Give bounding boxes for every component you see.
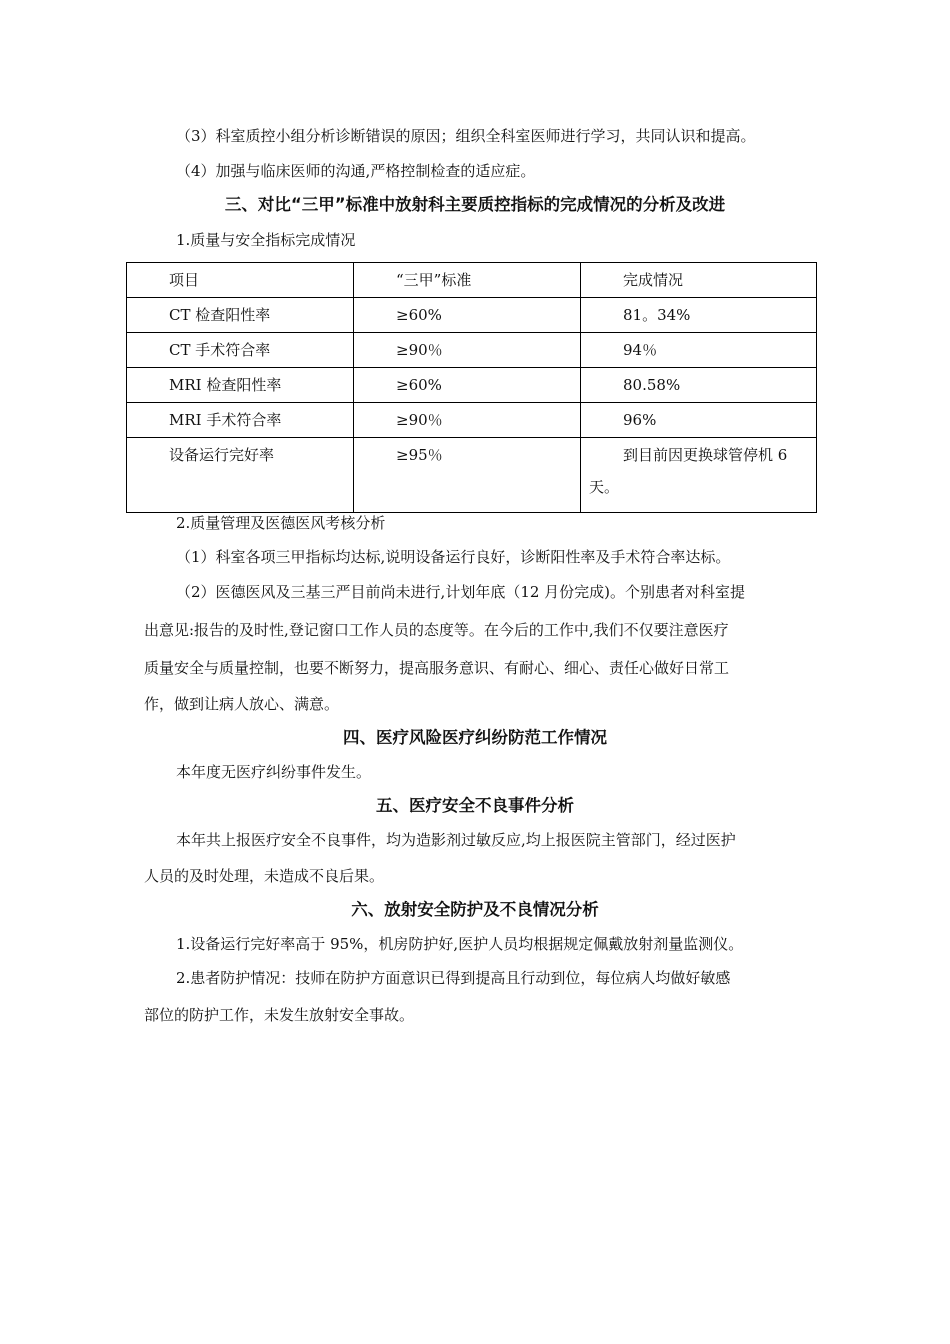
paragraph-ethics-2-line-1: （2）医德医风及三基三严目前尚未进行,计划年底（12 月份完成)。个别患者对科室提 [176,583,746,601]
table-row [127,298,817,333]
table-cell: 96% [623,411,657,429]
paragraph-radiation-2-line-1: 2.患者防护情况：技师在防护方面意识已得到提高且行动到位，每位病人均做好敏感 [176,969,731,987]
table-header-row [127,263,817,298]
paragraph-radiation-1: 1.设备运行完好率高于 95%，机房防护好,医护人员均根据规定佩戴放射剂量监测仪。 [176,935,744,953]
table-cell-wrapped [581,432,816,503]
table-cell: ≥95％ [396,446,443,464]
table-cell: ≥60% [396,306,442,324]
paragraph-ethics-2-line-4: 作，做到让病人放心、满意。 [144,695,340,713]
paragraph-adverse-events-line-1: 本年共上报医疗安全不良事件，均为造影剂过敏反应,均上报医院主管部门，经过医护 [176,831,736,849]
paragraph-ethics-2-line-3: 质量安全与质量控制，也要不断努力，提高服务意识、有耐心、细心、责任心做好日常工 [144,659,730,677]
paragraph-item-4: （4）加强与临床医师的沟通,严格控制检查的适应症。 [176,162,536,180]
subheading-ethics-assessment: 2.质量管理及医德医风考核分析 [176,514,386,532]
table-row [127,438,817,513]
section-3-heading: 三、对比“三甲”标准中放射科主要质控指标的完成情况的分析及改进 [224,195,726,214]
table-cell: MRI 检查阳性率 [169,376,282,394]
table-row [127,333,817,368]
section-4-heading: 四、医疗风险医疗纠纷防范工作情况 [343,728,607,747]
table-cell: CT 检查阳性率 [169,306,271,324]
header-item: 项目 [169,271,200,289]
table-cell: CT 手术符合率 [169,341,271,359]
table-cell: 94％ [623,341,658,359]
table-cell: ≥90％ [396,411,443,429]
paragraph-no-disputes: 本年度无医疗纠纷事件发生。 [176,763,372,781]
paragraph-item-3: （3）科室质控小组分析诊断错误的原因；组织全科室医师进行学习，共同认识和提高。 [176,127,756,145]
header-standard: “三甲”标准 [396,271,472,289]
header-completion: 完成情况 [623,271,684,289]
table-cell: 设备运行完好率 [169,446,275,464]
table-cell: 81。34% [623,306,691,324]
section-5-heading: 五、医疗安全不良事件分析 [376,796,574,815]
table-row [127,368,817,403]
table-cell-line-2: 天。 [589,478,620,496]
paragraph-adverse-events-line-2: 人员的及时处理，未造成不良后果。 [144,867,385,885]
table-cell: ≥60% [396,376,442,394]
table-cell: MRI 手术符合率 [169,411,282,429]
paragraph-ethics-2-line-2: 出意见:报告的及时性,登记窗口工作人员的态度等。在今后的工作中,我们不仅要注意医疗 [144,621,729,639]
section-6-heading: 六、放射安全防护及不良情况分析 [351,900,599,919]
subheading-quality-safety: 1.质量与安全指标完成情况 [176,231,356,249]
table-cell-line-1: 到目前因更换球管停机 6 [623,446,788,464]
quality-metrics-table [126,262,817,513]
table-cell: ≥90％ [396,341,443,359]
paragraph-ethics-1: （1）科室各项三甲指标均达标,说明设备运行良好，诊断阳性率及手术符合率达标。 [176,548,731,566]
paragraph-radiation-2-line-2: 部位的防护工作，未发生放射安全事故。 [144,1006,415,1024]
table-cell: 80.58% [623,376,681,394]
